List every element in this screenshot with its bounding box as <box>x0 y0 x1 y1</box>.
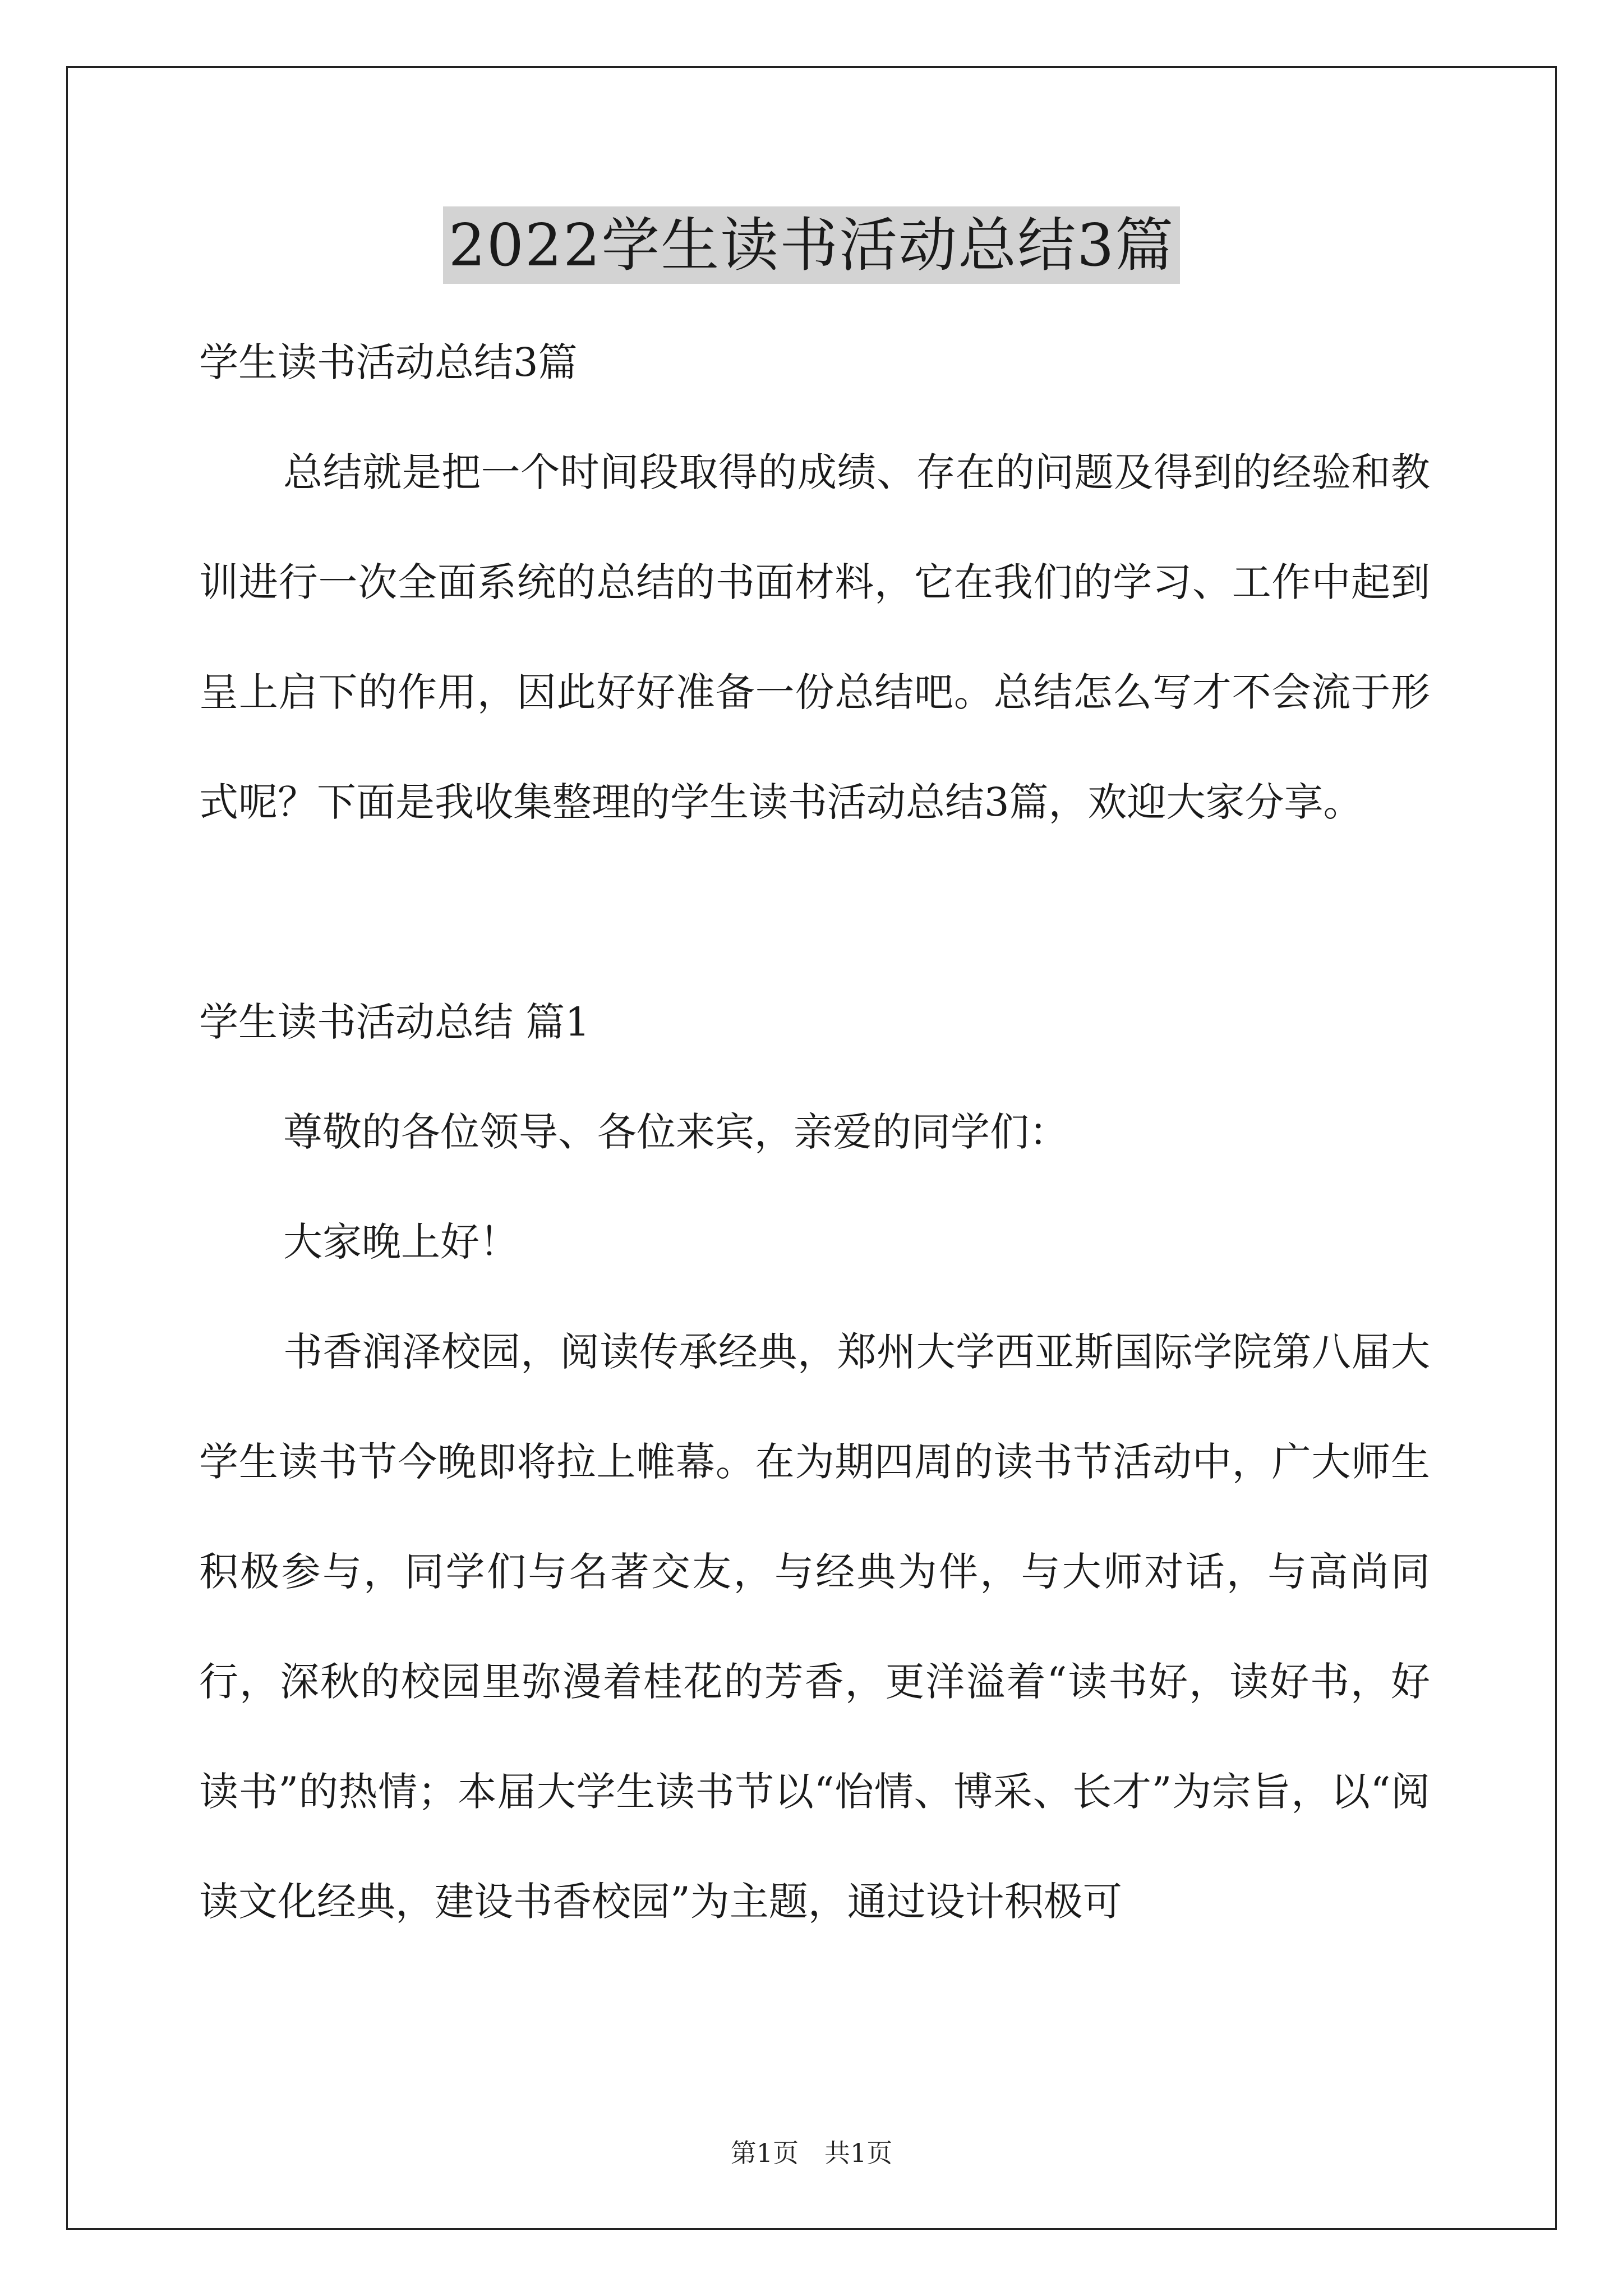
document-title-text: 2022学生读书活动总结3篇 <box>443 206 1181 284</box>
document-title <box>0 206 1623 284</box>
section-spacer <box>199 857 1430 967</box>
section-heading: 学生读书活动总结 篇1 <box>199 999 590 1045</box>
page-number-footer: 第1页 共1页 <box>730 2138 893 2168</box>
document-subtitle: 学生读书活动总结3篇 <box>199 339 578 385</box>
body-paragraph: 书香润泽校园，阅读传承经典，郑州大学西亚斯国际学院第八届大学生读书节今晚即将拉上帷幕。在为期四周的读书节活动中，广大师生积极参与，同学们与名著交友，与经典为伴，与大师对话，与高尚同行，深秋的校园里弥漫着桂花的芳香，更洋溢着“读书好，读好书，好读书”的热情；本届大学生读书节以“怡情、博采、长才”为宗旨，以“阅读文化经典，建设书香校园”为主题，通过设计积极可 <box>199 1329 1430 1925</box>
greeting-line: 尊敬的各位领导、各位来宾，亲爱的同学们： <box>283 1109 1068 1155</box>
intro-paragraph: 总结就是把一个时间段取得的成绩、存在的问题及得到的经验和教训进行一次全面系统的总结的书面材料，它在我们的学习、工作中起到呈上启下的作用，因此好好准备一份总结吧。总结怎么写才不会流于形式呢？下面是我收集整理的学生读书活动总结3篇，欢迎大家分享。 <box>199 449 1430 825</box>
document-body <box>199 307 1430 1957</box>
salutation-line: 大家晚上好！ <box>283 1219 519 1265</box>
